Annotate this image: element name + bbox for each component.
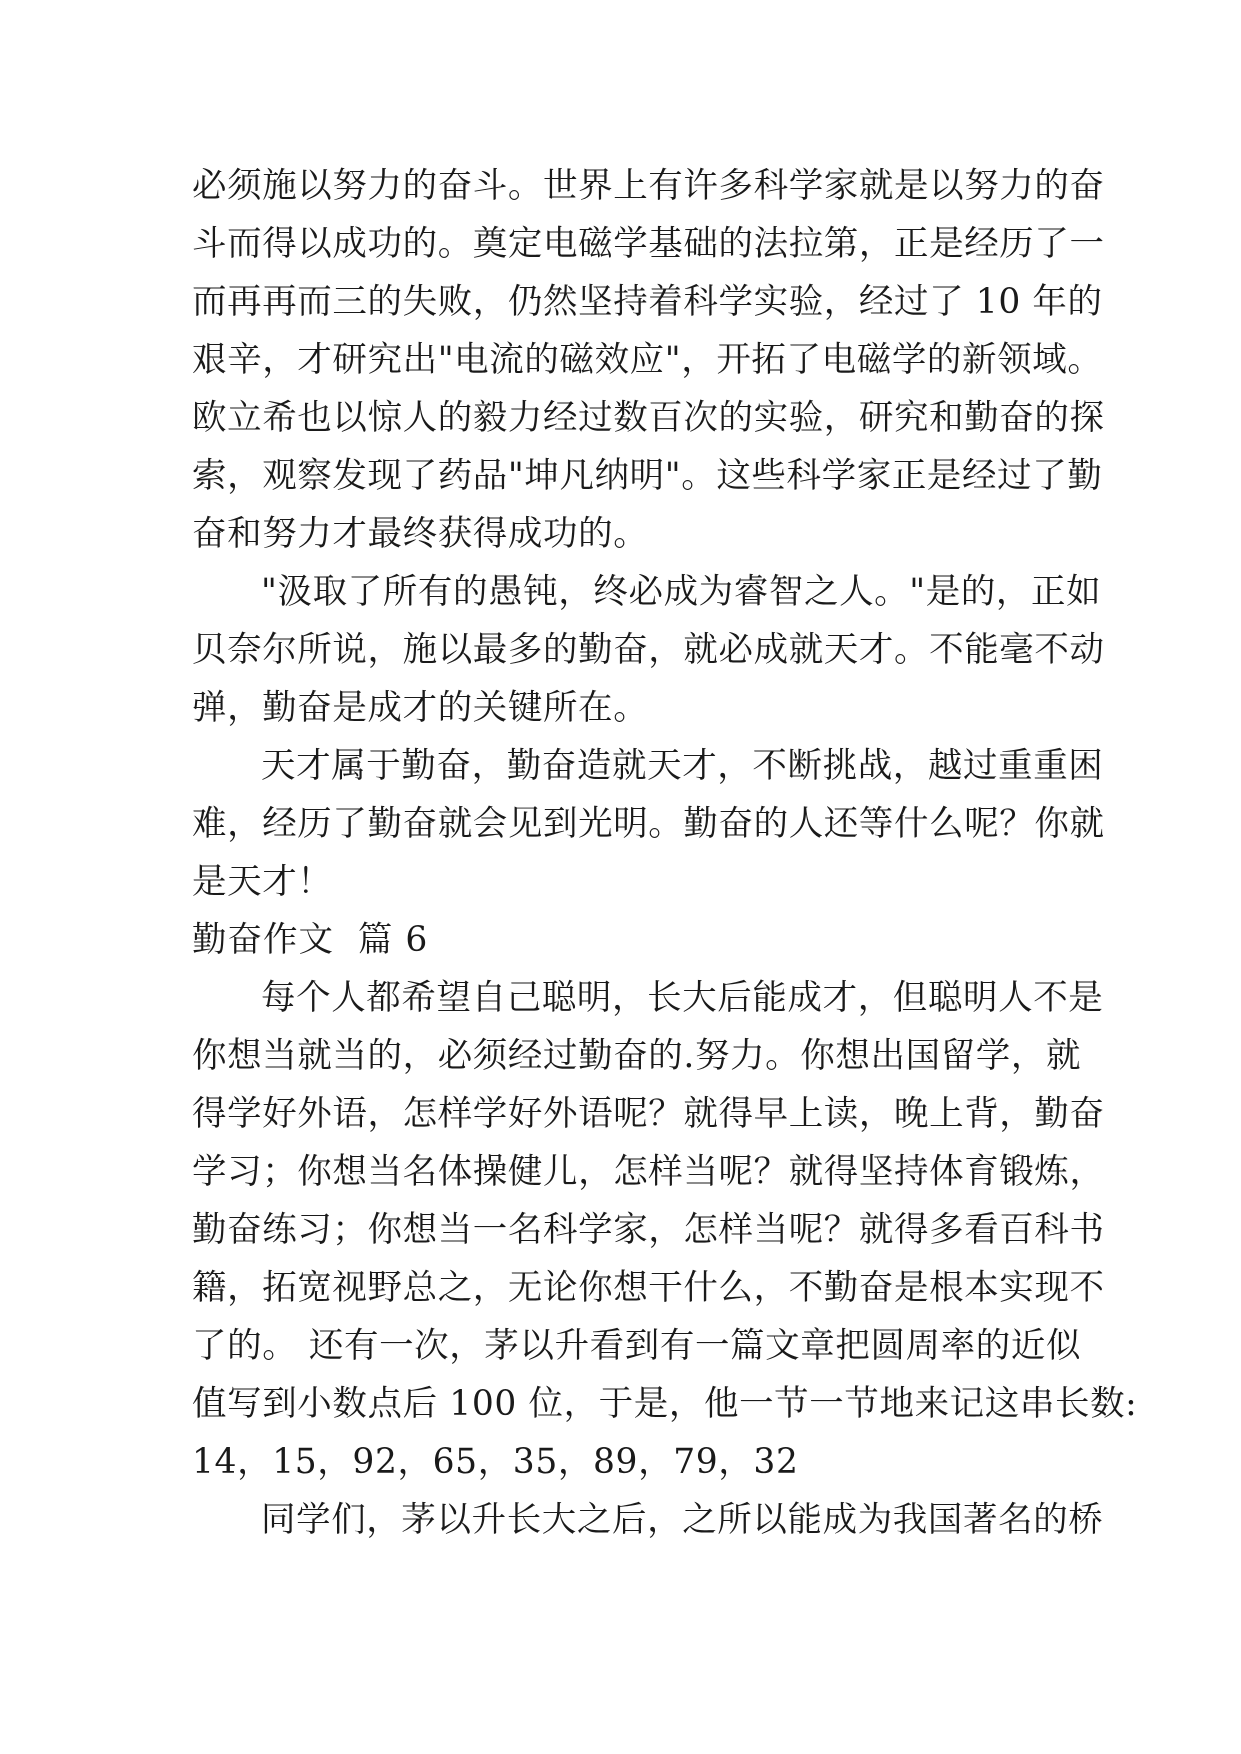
text-line: 难，经历了勤奋就会见到光明。勤奋的人还等什么呢？你就 [192, 804, 1105, 844]
text-line: 是天才！ [192, 862, 333, 902]
text-line: 欧立希也以惊人的毅力经过数百次的实验，研究和勤奋的探 [192, 398, 1105, 438]
text-line: 同学们，茅以升长大之后，之所以能成为我国著名的桥 [261, 1500, 1104, 1540]
text-line: 奋和努力才最终获得成功的。 [192, 514, 649, 554]
text-line: 得学好外语，怎样学好外语呢？就得早上读，晚上背，勤奋 [192, 1094, 1105, 1134]
text-line: 每个人都希望自己聪明，长大后能成才，但聪明人不是 [261, 978, 1104, 1018]
text-line: 而再再而三的失败，仍然坚持着科学实验，经过了 10 年的 [192, 282, 1103, 322]
text-line: 你想当就当的，必须经过勤奋的.努力。你想出国留学，就 [192, 1036, 1082, 1076]
text-line: 斗而得以成功的。奠定电磁学基础的法拉第，正是经历了一 [192, 224, 1105, 264]
section-heading: 勤奋作文 篇 6 [192, 920, 429, 960]
text-line: 弹，勤奋是成才的关键所在。 [192, 688, 649, 728]
text-line: "汲取了所有的愚钝，终必成为睿智之人。"是的，正如 [261, 572, 1102, 612]
text-line: 必须施以努力的奋斗。世界上有许多科学家就是以努力的奋 [192, 166, 1105, 206]
text-line: 14，15，92，65，35，89，79，32 [192, 1442, 799, 1482]
text-line: 索，观察发现了药品"坤凡纳明"。这些科学家正是经过了勤 [192, 456, 1103, 496]
text-line: 勤奋练习；你想当一名科学家，怎样当呢？就得多看百科书 [192, 1210, 1105, 1250]
text-line: 了的。 还有一次，茅以升看到有一篇文章把圆周率的近似 [192, 1326, 1082, 1366]
text-line: 学习；你想当名体操健儿，怎样当呢？就得坚持体育锻炼， [192, 1152, 1105, 1192]
text-line: 艰辛，才研究出"电流的磁效应"，开拓了电磁学的新领域。 [192, 340, 1103, 380]
text-line: 贝奈尔所说，施以最多的勤奋，就必成就天才。不能毫不动 [192, 630, 1105, 670]
text-line: 值写到小数点后 100 位，于是，他一节一节地来记这串长数: [192, 1384, 1138, 1424]
text-line: 天才属于勤奋，勤奋造就天才，不断挑战，越过重重困 [261, 746, 1104, 786]
text-line: 籍，拓宽视野总之，无论你想干什么，不勤奋是根本实现不 [192, 1268, 1105, 1308]
